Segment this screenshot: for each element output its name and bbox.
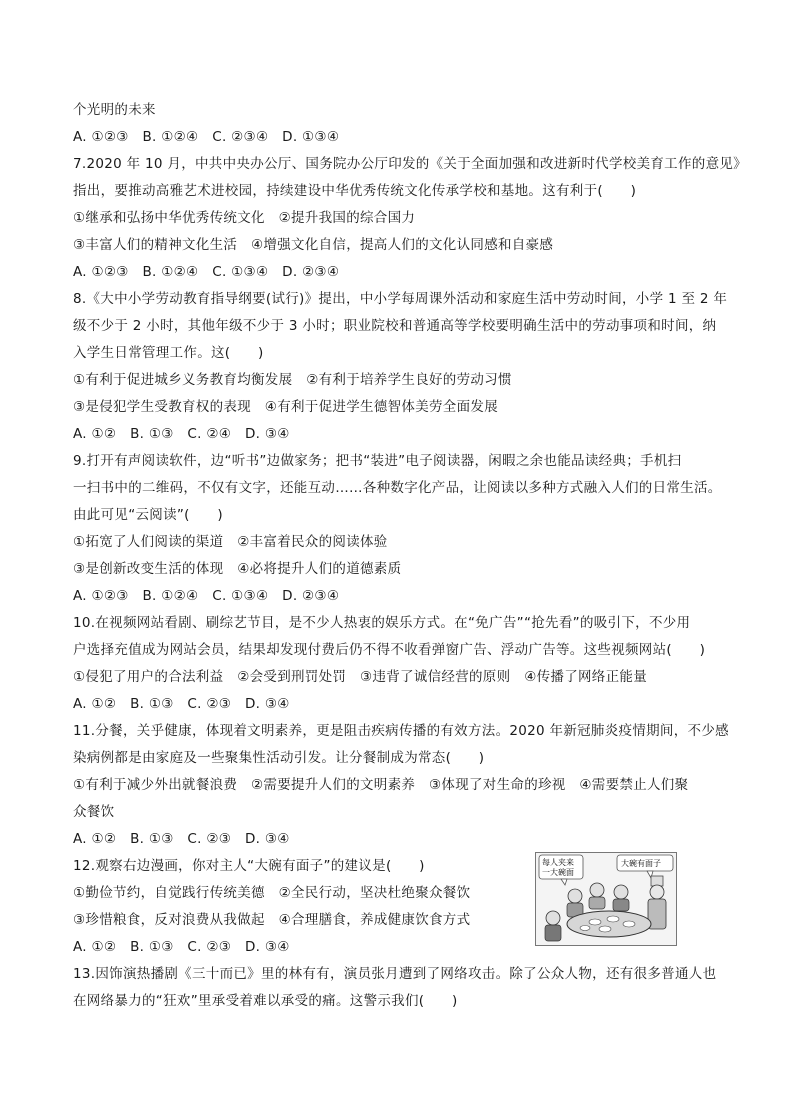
question-7-stem: 指出，要推动高雅艺术进校园，持续建设中华优秀传统文化传承学校和基地。这有利于( ) [73,183,637,199]
answer-options: A. ①②③ B. ①②④ C. ①③④ D. ②③④ [73,264,340,280]
bubble-right-text: 大碗有面子 [621,859,661,868]
question-7-choices: ①继承和弘扬中华优秀传统文化 ②提升我国的综合国力 [73,210,416,226]
question-10-stem: 10.在视频网站看剧、刷综艺节目，是不少人热衷的娱乐方式。在“免广告”“抢先看”的吸引下，不少用 [73,615,691,631]
question-13-stem: 13.因饰演热播剧《三十而已》里的林有有，演员张月遭到了网络攻击。除了公众人物，还有很多普通人也 [73,966,717,982]
question-9-stem: 一扫书中的二维码，不仅有文字，还能互动……各种数字化产品，让阅读以多种方式融入人们的日常生活。 [73,480,722,496]
question-11-stem: 11.分餐，关乎健康，体现着文明素养，更是阻击疾病传播的有效方法。2020 年新冠肺炎疫情期间，不少感 [73,723,729,739]
question-8-stem: 8.《大中小学劳动教育指导纲要(试行)》提出，中小学每周课外活动和家庭生活中劳动时间，小学 1 至 2 年 [73,291,728,307]
text-line: 个光明的未来 [73,102,156,118]
question-9-stem: 由此可见“云阅读”( ) [73,507,223,523]
question-9-stem: 9.打开有声阅读软件，边“听书”边做家务；把书“装进”电子阅读器，闲暇之余也能品读经典；手机扫 [73,453,682,469]
question-12-stem: 12.观察右边漫画，你对主人“大碗有面子”的建议是( ) [73,858,425,874]
question-10-choices: ①侵犯了用户的合法利益 ②会受到刑罚处罚 ③违背了诚信经营的原则 ④传播了网络正能量 [73,669,648,685]
question-11-choices: 众餐饮 [73,804,115,820]
answer-options: A. ①② B. ①③ C. ②③ D. ③④ [73,831,290,847]
bubble-left-text-2: 一大碗面 [542,868,574,877]
question-9-choices: ①拓宽了人们阅读的渠道 ②丰富着民众的阅读体验 [73,534,388,550]
bubble-left-text-1: 每人夹来 [542,858,574,867]
question-8-choices: ③是侵犯学生受教育权的表现 ④有利于促进学生德智体美劳全面发展 [73,399,499,415]
answer-options: A. ①② B. ①③ C. ②④ D. ③④ [73,426,290,442]
banquet-cartoon-image [535,852,677,946]
answer-options: A. ①②③ B. ①②④ C. ①③④ D. ②③④ [73,588,340,604]
question-8-stem: 入学生日常管理工作。这( ) [73,345,264,361]
question-12-choices: ③珍惜粮食，反对浪费从我做起 ④合理膳食，养成健康饮食方式 [73,912,471,928]
question-11-stem: 染病例都是由家庭及一些聚集性活动引发。让分餐制成为常态( ) [73,750,485,766]
question-12-choices: ①勤俭节约，自觉践行传统美德 ②全民行动，坚决杜绝聚众餐饮 [73,885,471,901]
answer-options: A. ①②③ B. ①②④ C. ②③④ D. ①③④ [73,129,340,145]
question-7-choices: ③丰富人们的精神文化生活 ④增强文化自信，提高人们的文化认同感和自豪感 [73,237,554,253]
answer-options: A. ①② B. ①③ C. ②③ D. ③④ [73,696,290,712]
question-13-stem: 在网络暴力的“狂欢”里承受着难以承受的痛。这警示我们( ) [73,993,458,1009]
question-10-stem: 户选择充值成为网站会员，结果却发现付费后仍不得不收看弹窗广告、浮动广告等。这些视频网站( ) [73,642,706,658]
question-8-choices: ①有利于促进城乡义务教育均衡发展 ②有利于培养学生良好的劳动习惯 [73,372,512,388]
question-7-stem: 7.2020 年 10 月，中共中央办公厅、国务院办公厅印发的《关于全面加强和改进新时代学校美育工作的意见》 [73,156,747,172]
answer-options: A. ①② B. ①③ C. ②③ D. ③④ [73,939,290,955]
question-9-choices: ③是创新改变生活的体现 ④必将提升人们的道德素质 [73,561,402,577]
question-11-choices: ①有利于减少外出就餐浪费 ②需要提升人们的文明素养 ③体现了对生命的珍视 ④需要禁止人们聚 [73,777,689,793]
question-8-stem: 级不少于 2 小时，其他年级不少于 3 小时；职业院校和普通高等学校要明确生活中的劳动事项和时间，纳 [73,318,717,334]
banquet-table [567,911,651,937]
